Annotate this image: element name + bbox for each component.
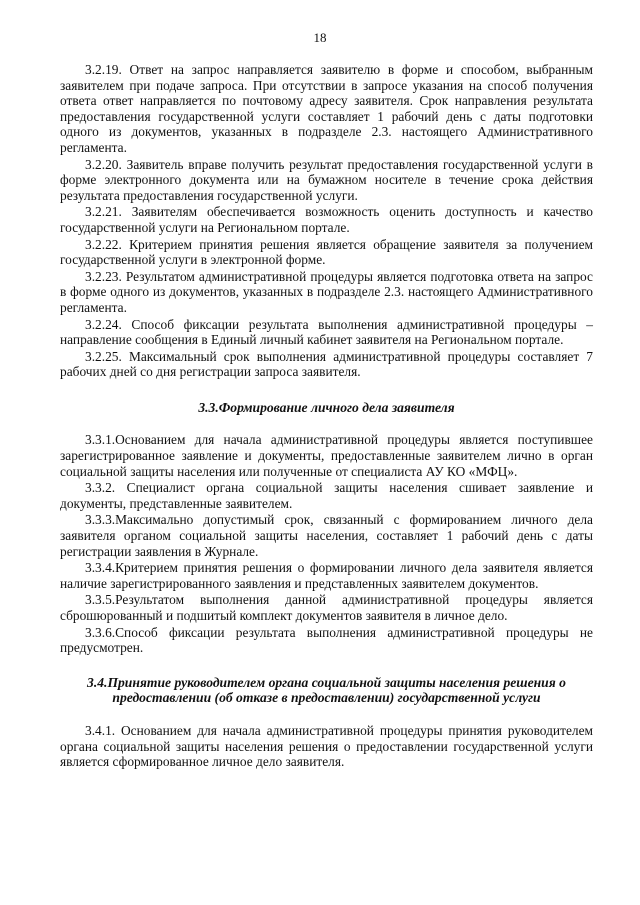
page-number: 18 (313, 30, 327, 45)
paragraph-3-2-19: 3.2.19. Ответ на запрос направляется заявителю в форме и способом, выбранным заявителем при подаче запроса. При отсутствии в запросе указания на способ получения ответа ответ направляется по почтовому адресу заявителя. Срок направления результата предоставления государственной услуги составляет 1 рабочий день с даты подготовки одного из документов, указанных в подразделе 2.3. настоящего Административного регламента. (60, 62, 593, 155)
paragraph-3-3-6: 3.3.6.Способ фиксации результата выполнения административной процедуры не предусмотрен. (60, 624, 593, 656)
paragraph-3-2-23: 3.2.23. Результатом административной процедуры является подготовка ответа на запрос в форме одного из документов, указанных в подразделе 2.3. настоящего Административного регламента. (60, 268, 593, 315)
paragraph-3-2-20: 3.2.20. Заявитель вправе получить результат предоставления государственной услуги в форме электронного документа или на бумажном носителе в течение срока действия результата предоставления государственной услуги. (60, 156, 593, 203)
paragraph-3-3-5: 3.3.5.Результатом выполнения данной административной процедуры является сброшюрованный и подшитый комплект документов заявителя в личное дело. (60, 592, 593, 623)
paragraph-3-3-2: 3.3.2. Специалист органа социальной защиты населения сшивает заявление и документы, представленные заявителем. (60, 480, 593, 511)
paragraph-3-2-21: 3.2.21. Заявителям обеспечивается возможность оценить доступность и качество государственной услуги на Региональном портале. (60, 204, 593, 235)
paragraph-3-2-22: 3.2.22. Критерием принятия решения является обращение заявителя за получением государственной услуги в электронной форме. (60, 236, 593, 268)
section-heading-3-4: 3.4.Принятие руководителем органа социальной защиты населения решения о предоставлении (об отказе в предоставлении) государственной услуги (87, 674, 566, 706)
paragraph-3-4-1: 3.4.1. Основанием для начала административной процедуры принятия руководителем органа социальной защиты населения решения о предоставлении государственной услуги является сформированное личное дело заявителя. (60, 722, 593, 770)
paragraph-3-2-25: 3.2.25. Максимальный срок выполнения административной процедуры составляет 7 рабочих дней со дня регистрации запроса заявителя. (60, 348, 593, 380)
paragraph-3-3-4: 3.3.4.Критерием принятия решения о формировании личного дела заявителя является наличие зарегистрированного заявления и представленных заявителем документов. (60, 560, 593, 591)
paragraph-3-3-3: 3.3.3.Максимально допустимый срок, связанный с формированием личного дела заявителя органом социальной защиты населения, составляет 1 рабочий день с даты регистрации заявления в Журнале. (60, 512, 593, 559)
document-body (60, 62, 593, 771)
paragraph-3-3-1: 3.3.1.Основанием для начала административной процедуры является поступившее зарегистрированное заявление и документы, предоставленные заявителем лично в орган социальной защиты населения или полученные от специалиста АУ КО «МФЦ». (60, 432, 593, 479)
paragraph-3-2-24: 3.2.24. Способ фиксации результата выполнения административной процедуры – направление сообщения в Единый личный кабинет заявителя на Региональном портале. (60, 316, 593, 348)
section-heading-3-3: 3.3.Формирование личного дела заявителя (198, 399, 455, 415)
